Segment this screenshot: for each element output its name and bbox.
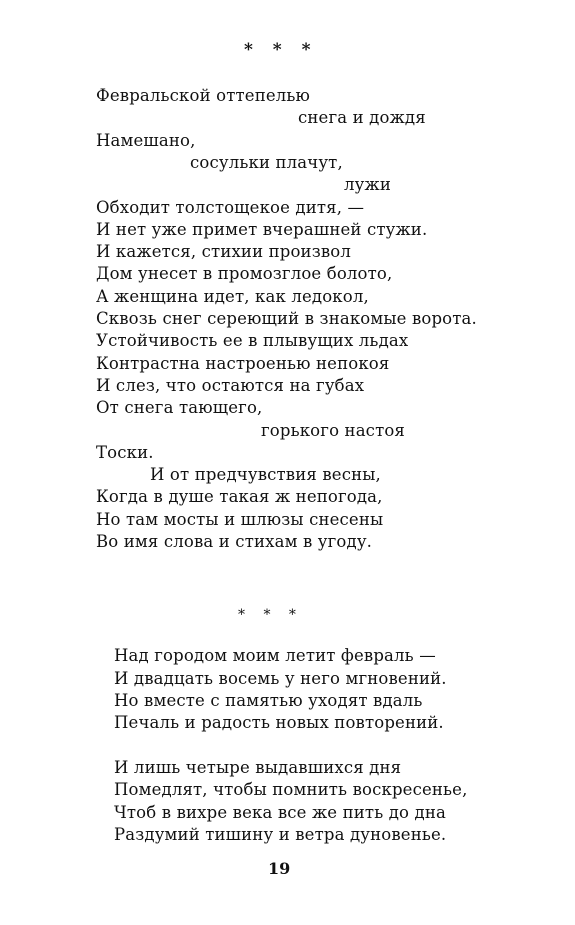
poem-line: Февральской оттепелью	[96, 86, 311, 105]
poem-line: Дом унесет в промозглое болото,	[96, 264, 393, 283]
poem-line: Раздумий тишину и ветра дуновенье.	[114, 825, 447, 844]
poem-line: горького настоя	[261, 421, 405, 440]
poem-line: Но вместе с памятью уходят вдаль	[114, 691, 423, 710]
poem-line: сосульки плачут,	[190, 153, 343, 172]
poem-line: И слез, что остаются на губах	[96, 376, 365, 395]
section-separator: * * *	[244, 40, 311, 60]
poem-line: лужи	[344, 175, 391, 194]
poem-line: Обходит толстощекое дитя, —	[96, 198, 365, 217]
poem-line: От снега тающего,	[96, 398, 263, 417]
poem-line: А женщина идет, как ледокол,	[96, 287, 369, 306]
poem-line: Контрастна настроенью непокоя	[96, 354, 390, 373]
poem-line: И нет уже примет вчерашней стужи.	[96, 220, 428, 239]
poem-line: И от предчувствия весны,	[150, 465, 381, 484]
poem-line: Над городом моим летит февраль —	[114, 646, 436, 665]
poem-line: Печаль и радость новых повторений.	[114, 713, 444, 732]
poem-line: Тоски.	[96, 443, 154, 462]
poem-line: Во имя слова и стихам в угоду.	[96, 532, 373, 551]
poem-line: снега и дождя	[298, 108, 426, 127]
poem-line: Помедлят, чтобы помнить воскресенье,	[114, 780, 468, 799]
poem-line: И двадцать восемь у него мгновений.	[114, 669, 447, 688]
poem-line: Сквозь снег сереющий в знакомые ворота.	[96, 309, 477, 328]
poem-line: Но там мосты и шлюзы снесены	[96, 510, 384, 529]
poem-line: И лишь четыре выдавшихся дня	[114, 758, 402, 777]
poem-line: И кажется, стихии произвол	[96, 242, 352, 261]
page-number: 19	[268, 859, 291, 878]
poem-line: Устойчивость ее в плывущих льдах	[96, 331, 409, 350]
poem-line: Намешано,	[96, 131, 196, 150]
poem-line: Когда в душе такая ж непогода,	[96, 487, 383, 506]
poem-line: Чтоб в вихре века все же пить до дна	[114, 803, 446, 822]
section-separator: * * *	[238, 607, 296, 623]
